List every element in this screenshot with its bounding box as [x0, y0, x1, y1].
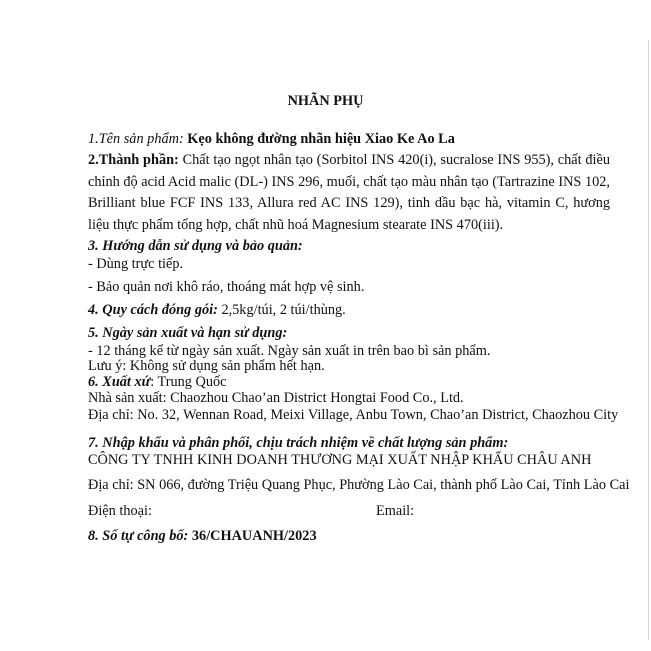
email-label: Email:	[376, 503, 415, 519]
date-heading: 5. Ngày sản xuất và hạn sử dụng:	[88, 325, 288, 341]
ingredients	[88, 150, 610, 236]
manufacturer: Nhà sản xuất: Chaozhou Chao’an District Hongtai Food Co., Ltd.	[88, 390, 464, 406]
label: 8. Số tự công bố:	[88, 528, 189, 544]
manufacturer-address: Địa chỉ: No. 32, Wennan Road, Meixi Village, Anbu Town, Chao’an District, Chaozhou City	[88, 407, 619, 423]
phone-label: Điện thoại:	[88, 503, 152, 519]
label: 6. Xuất xứ	[88, 374, 151, 390]
value: 36/CHAUANH/2023	[191, 528, 317, 544]
value: Kẹo không đường nhãn hiệu Xiao Ke Ao La	[187, 131, 455, 147]
importer-company: CÔNG TY TNHH KINH DOANH THƯƠNG MẠI XUẤT NHẬP KHẨU CHÂU ANH	[88, 452, 592, 468]
label: 4. Quy cách đóng gói:	[88, 302, 218, 318]
value: 2,5kg/túi, 2 túi/thùng.	[221, 302, 346, 318]
product-name	[88, 130, 455, 148]
declaration-number	[88, 527, 317, 545]
label: 2.Thành phần:	[88, 152, 179, 168]
page-border	[648, 40, 649, 640]
value: : Trung Quốc	[150, 374, 227, 390]
label: 1.Tên sản phẩm:	[88, 131, 184, 147]
value: Chất tạo ngọt nhân tạo (Sorbitol INS 420(i), sucralose INS 955), chất điều chỉnh độ acid Acid malic (DL-) INS 296, muối, chất tạo màu nhân tạo (Tartrazine INS 102, Brilliant blue FCF INS 133, Allura red AC INS 129), tinh dầu bạc hà, vitamin C, hương liệu thực phẩm tổng hợp, chất nhũ hoá Magnesium stearate INS 470(iii).	[88, 152, 610, 233]
storage-line: - Bảo quản nơi khô ráo, thoáng mát hợp vệ sinh.	[88, 279, 365, 295]
note: Lưu ý: Không sử dụng sản phẩm hết hạn.	[88, 358, 325, 374]
page-title: NHÃN PHỤ	[287, 93, 364, 109]
usage-line: - Dùng trực tiếp.	[88, 256, 184, 272]
packaging	[88, 301, 346, 319]
importer-address: Địa chỉ: SN 066, đường Triệu Quang Phục, Phường Lào Cai, thành phố Lào Cai, Tỉnh Lào Cai	[88, 477, 630, 493]
usage-heading: 3. Hướng dẫn sử dụng và bảo quản:	[88, 238, 303, 254]
shelf-life: - 12 tháng kể từ ngày sản xuất. Ngày sản xuất in trên bao bì sản phẩm.	[88, 343, 491, 359]
importer-heading: 7. Nhập khẩu và phân phối, chịu trách nhiệm về chất lượng sản phẩm:	[88, 435, 509, 451]
